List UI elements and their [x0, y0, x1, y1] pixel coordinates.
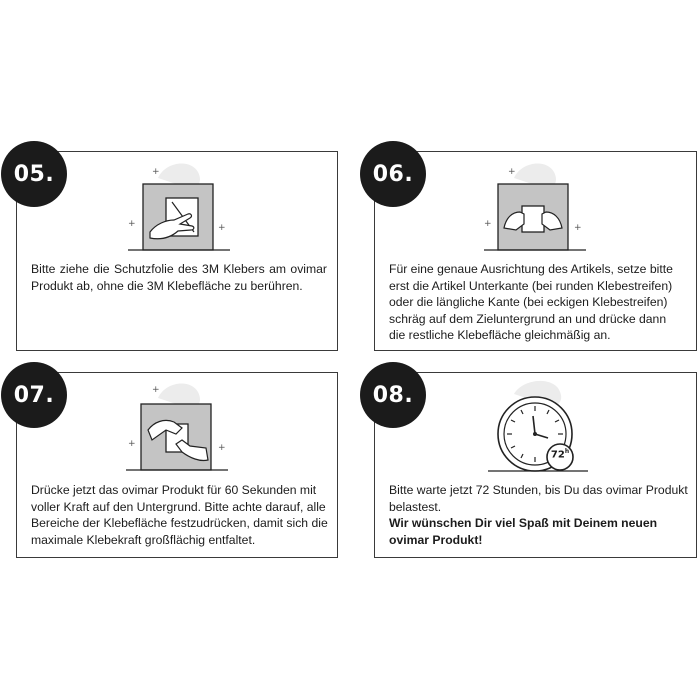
step-number-badge: 08. [360, 362, 426, 428]
svg-text:+: + [574, 223, 582, 233]
clock-badge-label [547, 448, 573, 460]
svg-text:+: + [218, 443, 226, 453]
svg-text:+: + [152, 385, 160, 395]
step-number-badge: 05. [1, 141, 67, 207]
align-product-icon [476, 158, 596, 263]
svg-text:+: + [152, 167, 160, 177]
step-description: Bitte warte jetzt 72 Stunden, bis Du das ovimar Produkt belastest. [389, 483, 688, 514]
step-number-badge: 07. [1, 362, 67, 428]
peel-film-icon [120, 158, 240, 263]
step-description: Für eine genaue Ausrichtung des Artikels, setze bitte erst die Artikel Unterkante (bei runden Klebestreifen) oder die längliche Kante (bei eckigen Klebestreifen) schräg auf dem Zieluntergrund an und drücke dann die restliche Klebefläche gleichmäßig an. [389, 262, 673, 342]
clock-badge-unit: h [564, 448, 570, 455]
step-description: Drücke jetzt das ovimar Produkt für 60 Sekunden mit voller Kraft auf den Untergrund. Bitte achte darauf, alle Bereiche der Klebefläche festzudrücken, damit sich die maximale Klebekraft großflächig entfaltet. [31, 483, 328, 547]
step-description-block [389, 482, 689, 548]
clock-badge-value: 72 [550, 449, 565, 461]
step-number-badge: 06. [360, 141, 426, 207]
svg-text:+: + [484, 219, 492, 229]
svg-text:+: + [128, 219, 136, 229]
svg-text:+: + [218, 223, 226, 233]
step-description: Bitte ziehe die Schutzfolie des 3M Klebers am ovimar Produkt ab, ohne die 3M Klebefläche zu berühren. [31, 262, 327, 293]
svg-text:+: + [508, 167, 516, 177]
clock-icon [480, 378, 600, 483]
step-closing-message: Wir wünschen Dir viel Spaß mit Deinem neuen ovimar Produkt! [389, 516, 658, 547]
svg-text:+: + [128, 439, 136, 449]
press-product-icon [120, 378, 240, 483]
